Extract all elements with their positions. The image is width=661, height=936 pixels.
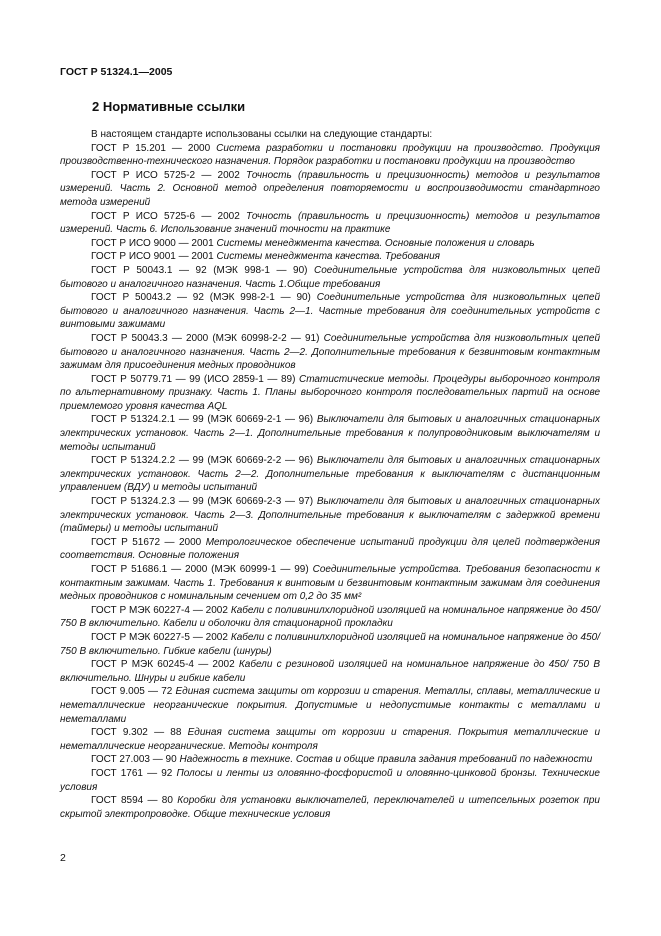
reference-description: Единая система защиты от коррозии и старения. Металлы, сплавы, металлические и неметаллические неорганические покрытия. Допустимые и недопустимые контакты с металлами и неметаллами [60, 686, 600, 725]
reference-description: Полосы и ленты из оловянно-фосфористой и оловянно-цинковой бронзы. Технические условия [60, 767, 600, 793]
reference-code: ГОСТ Р ИСО 5725-6 — 2002 [91, 210, 240, 222]
reference-code: ГОСТ Р 50043.1 — 92 (МЭК 998-1 — 90) [91, 264, 308, 276]
reference-code: ГОСТ Р 51686.1 — 2000 (МЭК 60999-1 — 99) [91, 564, 309, 575]
intro-text: В настоящем стандарте использованы ссылки на следующие стандарты: [91, 129, 433, 140]
reference-entry [60, 373, 600, 414]
reference-entry [60, 726, 600, 753]
reference-code: ГОСТ Р 51672 — 2000 [91, 536, 202, 548]
reference-code: ГОСТ Р 51324.2.3 — 99 (МЭК 60669-2-3 — 97) [91, 496, 314, 508]
reference-description: Надежность в технике. Состав и общие правила задания требований по надежности [179, 754, 593, 766]
reference-description: Метрологическое обеспечение испытаний продукции для целей подтверждения соответствия. Основные положения [60, 536, 600, 562]
reference-code: ГОСТ Р 51324.2.1 — 99 (МЭК 60669-2-1 — 96) [91, 414, 314, 426]
reference-code: ГОСТ Р ИСО 5725-2 — 2002 [91, 169, 240, 181]
reference-entry [60, 169, 600, 210]
reference-code: ГОСТ Р ИСО 9000 — 2001 [91, 237, 214, 249]
reference-entry [60, 210, 600, 237]
reference-description: Выключатели для бытовых и аналогичных стационарных электрических установок. Часть 2—2. Дополнительные требования к выключателям с дистанционным управлением (ВДУ) и методы испытаний [60, 455, 601, 494]
reference-code: ГОСТ Р МЭК 60227-4 — 2002 [91, 604, 228, 616]
reference-description: Точность (правильность и прецизионность) методов и результатов измерений. Часть 6. Использование значений точности на практике [60, 210, 601, 236]
reference-entry [60, 291, 600, 332]
reference-description: Кабели с поливинилхлоридной изоляцией на номинальное напряжение до 450/ 750 В включительно. Гибкие кабели (шнуры) [60, 631, 600, 657]
reference-description: Выключатели для бытовых и аналогичных стационарных электрических установок. Часть 2—1. Дополнительные требования к полупроводниковым выключателям и методы испытаний [60, 414, 601, 453]
reference-entry [60, 563, 600, 604]
reference-entry [60, 264, 600, 291]
reference-description: Соединительные устройства для низковольтных цепей бытового и аналогичного назначения. Часть 2—1. Частные требования для соединительных устройств с винтовыми зажимами [60, 292, 600, 331]
reference-code: ГОСТ Р МЭК 60245-4 — 2002 [91, 659, 235, 671]
reference-description: Выключатели для бытовых и аналогичных стационарных электрических установок. Часть 2—3. Дополнительные требования к выключателям с задержкой времени (таймеры) и методы испытаний [60, 496, 601, 535]
reference-entry [60, 142, 600, 169]
reference-code: ГОСТ Р 50779.71 — 99 (ИСО 2859-1 — 89) [91, 373, 296, 385]
reference-code: ГОСТ 9.302 — 88 [91, 727, 182, 739]
reference-code: ГОСТ Р ИСО 9001 — 2001 [91, 251, 214, 263]
reference-description: Соединительные устройства. Требования безопасности к контактным зажимам. Часть 1. Требования к винтовым и безвинтовым контактным зажимам для соединения медных проводников с номинальным сечением от 0,2 до 35 мм² [60, 564, 601, 603]
reference-entry [60, 413, 600, 454]
reference-description: Коробки для установки выключателей, переключателей и штепсельных розеток при скрытой электропроводке. Общие технические условия [60, 795, 600, 820]
reference-code: ГОСТ Р 15.201 — 2000 [91, 142, 211, 154]
reference-code: ГОСТ 8594 — 80 [91, 795, 173, 807]
reference-description: Точность (правильность и прецизионность) методов и результатов измерений. Часть 2. Основной метод определения повторяемости и воспроизводимости стандартного метода измерений [60, 169, 601, 208]
reference-code: ГОСТ Р МЭК 60227-5 — 2002 [91, 631, 228, 643]
reference-description: Соединительные устройства для низковольтных цепей бытового и аналогичного назначения. Часть 1.Общие требования [60, 264, 601, 290]
reference-entry [60, 536, 600, 563]
reference-list [60, 142, 600, 822]
reference-entry [60, 658, 600, 685]
reference-description: Статистические методы. Процедуры выборочного контроля по альтернативному признаку. Часть 1. Планы выборочного контроля последовательных партий на основе приемлемого уровня качества AQL [60, 373, 601, 412]
section-title: 2 Нормативные ссылки [92, 99, 246, 114]
reference-entry [60, 685, 600, 726]
references-section [60, 128, 600, 821]
reference-code: ГОСТ 1761 — 92 [91, 767, 173, 779]
reference-description: Системы менеджмента качества. Требования [216, 251, 440, 263]
reference-entry [60, 332, 600, 373]
reference-entry [60, 495, 600, 536]
reference-description: Соединительные устройства для низковольтных цепей бытового и аналогичного назначения. Часть 2—2. Дополнительные требования к безвинтовым контактным зажимам для присоединения медных проводников [60, 332, 601, 372]
reference-code: ГОСТ 27.003 — 90 [91, 754, 177, 766]
reference-code: ГОСТ 9.005 — 72 [91, 686, 173, 698]
page-number: 2 [60, 852, 66, 864]
reference-entry [60, 753, 600, 767]
reference-description: Единая система защиты от коррозии и старения. Покрытия металлические и неметаллические неорганические. Методы контроля [60, 727, 601, 752]
reference-entry [60, 454, 600, 495]
reference-code: ГОСТ Р 51324.2.2 — 99 (МЭК 60669-2-2 — 96) [91, 455, 314, 467]
reference-description: Кабели с поливинилхлоридной изоляцией на номинальное напряжение до 450/ 750 В включительно. Кабели и оболочки для стационарной прокладки [60, 604, 600, 630]
reference-code: ГОСТ Р 50043.3 — 2000 (МЭК 60998-2-2 — 91) [91, 332, 320, 344]
reference-description: Системы менеджмента качества. Основные положения и словарь [216, 237, 535, 249]
reference-entry [60, 604, 600, 631]
reference-code: ГОСТ Р 50043.2 — 92 (МЭК 998-2-1 — 90) [91, 292, 311, 304]
reference-entry [60, 250, 600, 264]
reference-entry [60, 631, 600, 658]
document-header: ГОСТ Р 51324.1—2005 [60, 66, 173, 78]
reference-entry [60, 237, 600, 251]
reference-entry [60, 767, 600, 794]
reference-entry [60, 794, 600, 821]
reference-description: Система разработки и постановки продукции на производство. Продукция производственно-технического назначения. Порядок разработки и постановки продукции на производство [60, 142, 601, 168]
reference-description: Кабели с резиновой изоляцией на номинальное напряжение до 450/ 750 В включительно. Шнуры и гибкие кабели [60, 659, 600, 684]
